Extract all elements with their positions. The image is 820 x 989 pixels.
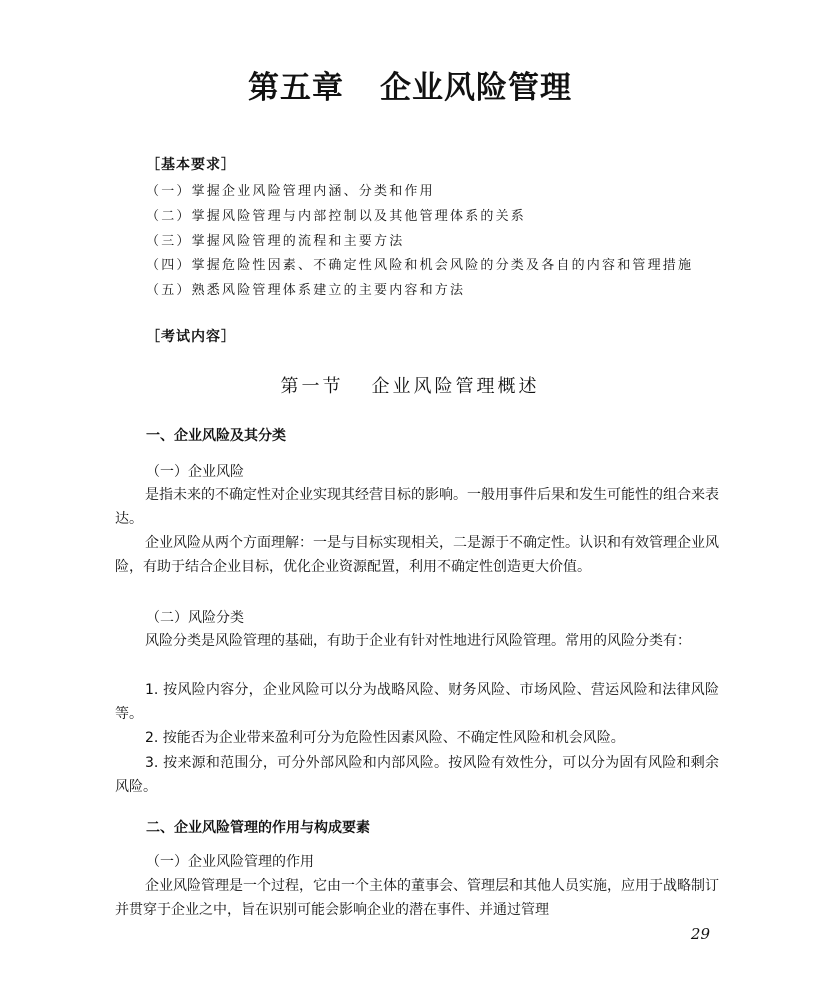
paragraph: 企业风险管理是一个过程，它由一个主体的董事会、管理层和其他人员实施，应用于战略制订并贯穿于企业之中，旨在识别可能会影响企业的潜在事件、并通过管理 bbox=[115, 878, 719, 918]
paragraph: 3. 按来源和范围分，可分外部风险和内部风险。按风险有效性分，可以分为固有风险和剩余风险。 bbox=[115, 755, 719, 795]
requirement-item: （三）掌握风险管理的流程和主要方法 bbox=[146, 234, 405, 249]
paragraph: 1. 按风险内容分，企业风险可以分为战略风险、财务风险、市场风险、营运风险和法律风险等。 bbox=[115, 682, 719, 722]
part2-heading: 二、企业风险管理的作用与构成要素 bbox=[146, 820, 370, 836]
section-title bbox=[0, 372, 820, 398]
chapter-name: 企业风险管理 bbox=[380, 70, 572, 106]
requirement-item: （四）掌握危险性因素、不确定性风险和机会风险的分类及各自的内容和管理措施 bbox=[146, 258, 694, 273]
paragraph: 是指未来的不确定性对企业实现其经营目标的影响。一般用事件后果和发生可能性的组合来表达。 bbox=[115, 487, 719, 527]
page-number: 29 bbox=[690, 925, 710, 943]
section-number: 第一节 bbox=[280, 376, 344, 397]
requirement-item: （二）掌握风险管理与内部控制以及其他管理体系的关系 bbox=[146, 209, 527, 224]
chapter-title bbox=[0, 62, 820, 107]
paragraph: 2. 按能否为企业带来盈利可分为危险性因素风险、不确定性风险和机会风险。 bbox=[145, 730, 625, 746]
section-name: 企业风险管理概述 bbox=[371, 376, 540, 397]
paragraph: 企业风险从两个方面理解：一是与目标实现相关，二是源于不确定性。认识和有效管理企业风险，有助于结合企业目标，优化企业资源配置，利用不确定性创造更大价值。 bbox=[115, 535, 719, 575]
exam-content-heading: ［考试内容］ bbox=[146, 329, 236, 345]
chapter-number: 第五章 bbox=[248, 70, 344, 106]
basic-requirements-heading: ［基本要求］ bbox=[146, 157, 236, 173]
part1-heading: 一、企业风险及其分类 bbox=[146, 428, 286, 444]
part1-subheading-2: （二）风险分类 bbox=[146, 610, 244, 626]
paragraph: 风险分类是风险管理的基础，有助于企业有针对性地进行风险管理。常用的风险分类有： bbox=[145, 633, 691, 649]
requirement-item: （一）掌握企业风险管理内涵、分类和作用 bbox=[146, 184, 435, 199]
part1-subheading-1: （一）企业风险 bbox=[146, 464, 244, 480]
requirement-item: （五）熟悉风险管理体系建立的主要内容和方法 bbox=[146, 283, 466, 298]
part2-subheading-1: （一）企业风险管理的作用 bbox=[146, 854, 314, 870]
